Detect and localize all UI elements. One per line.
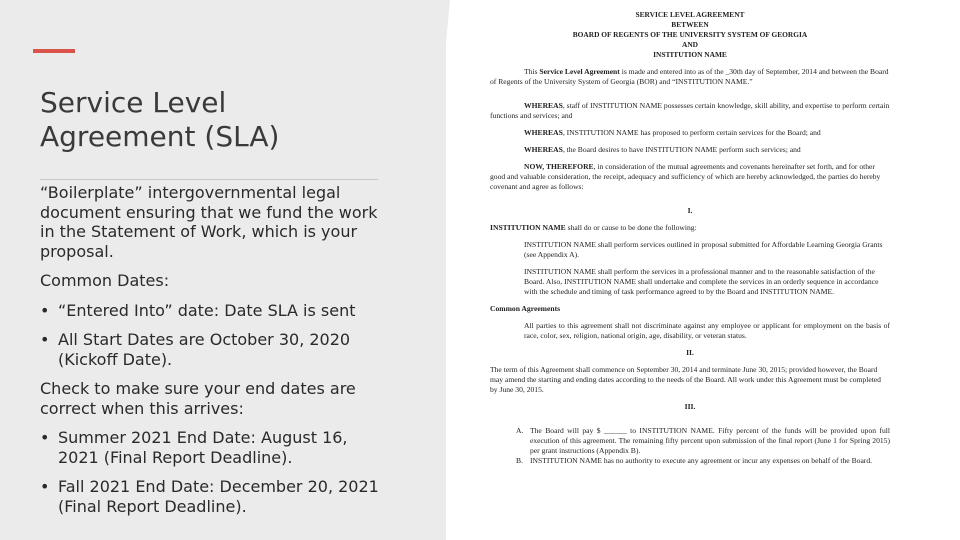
doc-heading: BOARD OF REGENTS OF THE UNIVERSITY SYSTEM OF GEORGIA [572, 30, 808, 39]
slide-title: Service Level Agreement (SLA) [40, 86, 280, 153]
doc-common-text: All parties to this agreement shall not discriminate against any employee or applicant for employment on the basis of race, color, sex, religion, national origin, age, disability, or veteran status. [524, 321, 890, 340]
list-item [40, 330, 385, 369]
doc-section-heading: II. [686, 348, 694, 357]
doc-institution-duties: INSTITUTION NAME shall do or cause to be done the following: [490, 223, 697, 232]
list-item [40, 428, 385, 467]
panel-diagonal-edge [400, 0, 450, 540]
list-item [40, 477, 385, 516]
bullet-text: Summer 2021 End Date: August 16, 2021 (Final Report Deadline). [58, 428, 348, 467]
common-dates-label: Common Dates: [40, 271, 170, 290]
accent-bar [33, 49, 75, 53]
bullet-icon: • [40, 300, 50, 320]
doc-list-item: B. INSTITUTION NAME has no authority to execute any agreement or incur any expenses on behalf of the Board. [516, 456, 873, 465]
bullet-text: Fall 2021 End Date: December 20, 2021 (Final Report Deadline). [58, 477, 379, 516]
title-divider [40, 179, 378, 180]
doc-heading: AND [681, 40, 698, 49]
bullet-icon: • [40, 330, 50, 349]
doc-heading: SERVICE LEVEL AGREEMENT [635, 10, 745, 19]
intro-paragraph: “Boilerplate” intergovernmental legal document ensuring that we fund the work in the Statement of Work, which is your proposal. [40, 183, 378, 261]
doc-heading: INSTITUTION NAME [653, 50, 727, 59]
doc-term-text: The term of this Agreement shall commence on September 30, 2014 and terminate June 30, 2015; provided however, the Board may amend the starting and ending dates according to the needs of the Board. All work under this Agreement must be completed by June 30, 2015. [490, 365, 881, 394]
doc-therefore: NOW, THEREFORE, in consideration of the mutual agreements and covenants hereinafter set forth, and for other good and valuable consideration, the receipt, adequacy and sufficiency of which are hereby acknowledged, the parties do hereby covenant and agree as follows: [490, 162, 881, 191]
slide-text-panel [0, 0, 446, 540]
doc-intro: This Service Level Agreement is made and entered into as of the _30th day of September, 2014 and between the Board of Regents of the University System of Georgia (BOR) and “INSTITUTION NAME.” [490, 67, 889, 86]
list-item [40, 301, 385, 321]
check-dates-label: Check to make sure your end dates are correct when this arrives: [40, 379, 356, 418]
doc-whereas-2: WHEREAS, INSTITUTION NAME has proposed to perform certain services for the Board; and [524, 128, 821, 137]
doc-duty-item: INSTITUTION NAME shall perform services outlined in proposal submitted for Affordable Learning Georgia Grants (see Appendix A). [524, 240, 883, 259]
doc-whereas-3: WHEREAS, the Board desires to have INSTITUTION NAME perform such services; and [524, 145, 801, 154]
bullet-icon: • [40, 477, 50, 496]
bullet-text: All Start Dates are October 30, 2020 (Kickoff Date). [58, 330, 351, 369]
doc-section-heading: I. [687, 206, 693, 215]
sla-document-image [490, 10, 890, 540]
doc-common-heading: Common Agreements [490, 304, 561, 313]
doc-heading: BETWEEN [671, 20, 709, 29]
doc-section-heading: III. [684, 402, 696, 411]
bullet-text: “Entered Into” date: Date SLA is sent [58, 300, 356, 320]
doc-duty-item: INSTITUTION NAME shall perform the services in a professional manner and to the reasonable satisfaction of the Board. Also, INSTITUTION NAME shall undertake and complete the services in an orderly sequence in accordance with the schedule and timing of task performance agreed to by the Board and INSTITUTION NAME. [524, 267, 879, 296]
slide-body [40, 183, 385, 516]
bullet-icon: • [40, 428, 50, 447]
doc-list-item: A. The Board will pay $ ______ to INSTITUTION NAME. Fifty percent of the funds will be provided upon full execution of this agreement. The remaining fifty percent upon submission of the final report (June 1 for Spring 2015) per grant instructions (Appendix B). [516, 426, 890, 455]
doc-whereas-1: WHEREAS, staff of INSTITUTION NAME possesses certain knowledge, skill ability, and expertise to perform certain functions and services; and [490, 101, 890, 120]
